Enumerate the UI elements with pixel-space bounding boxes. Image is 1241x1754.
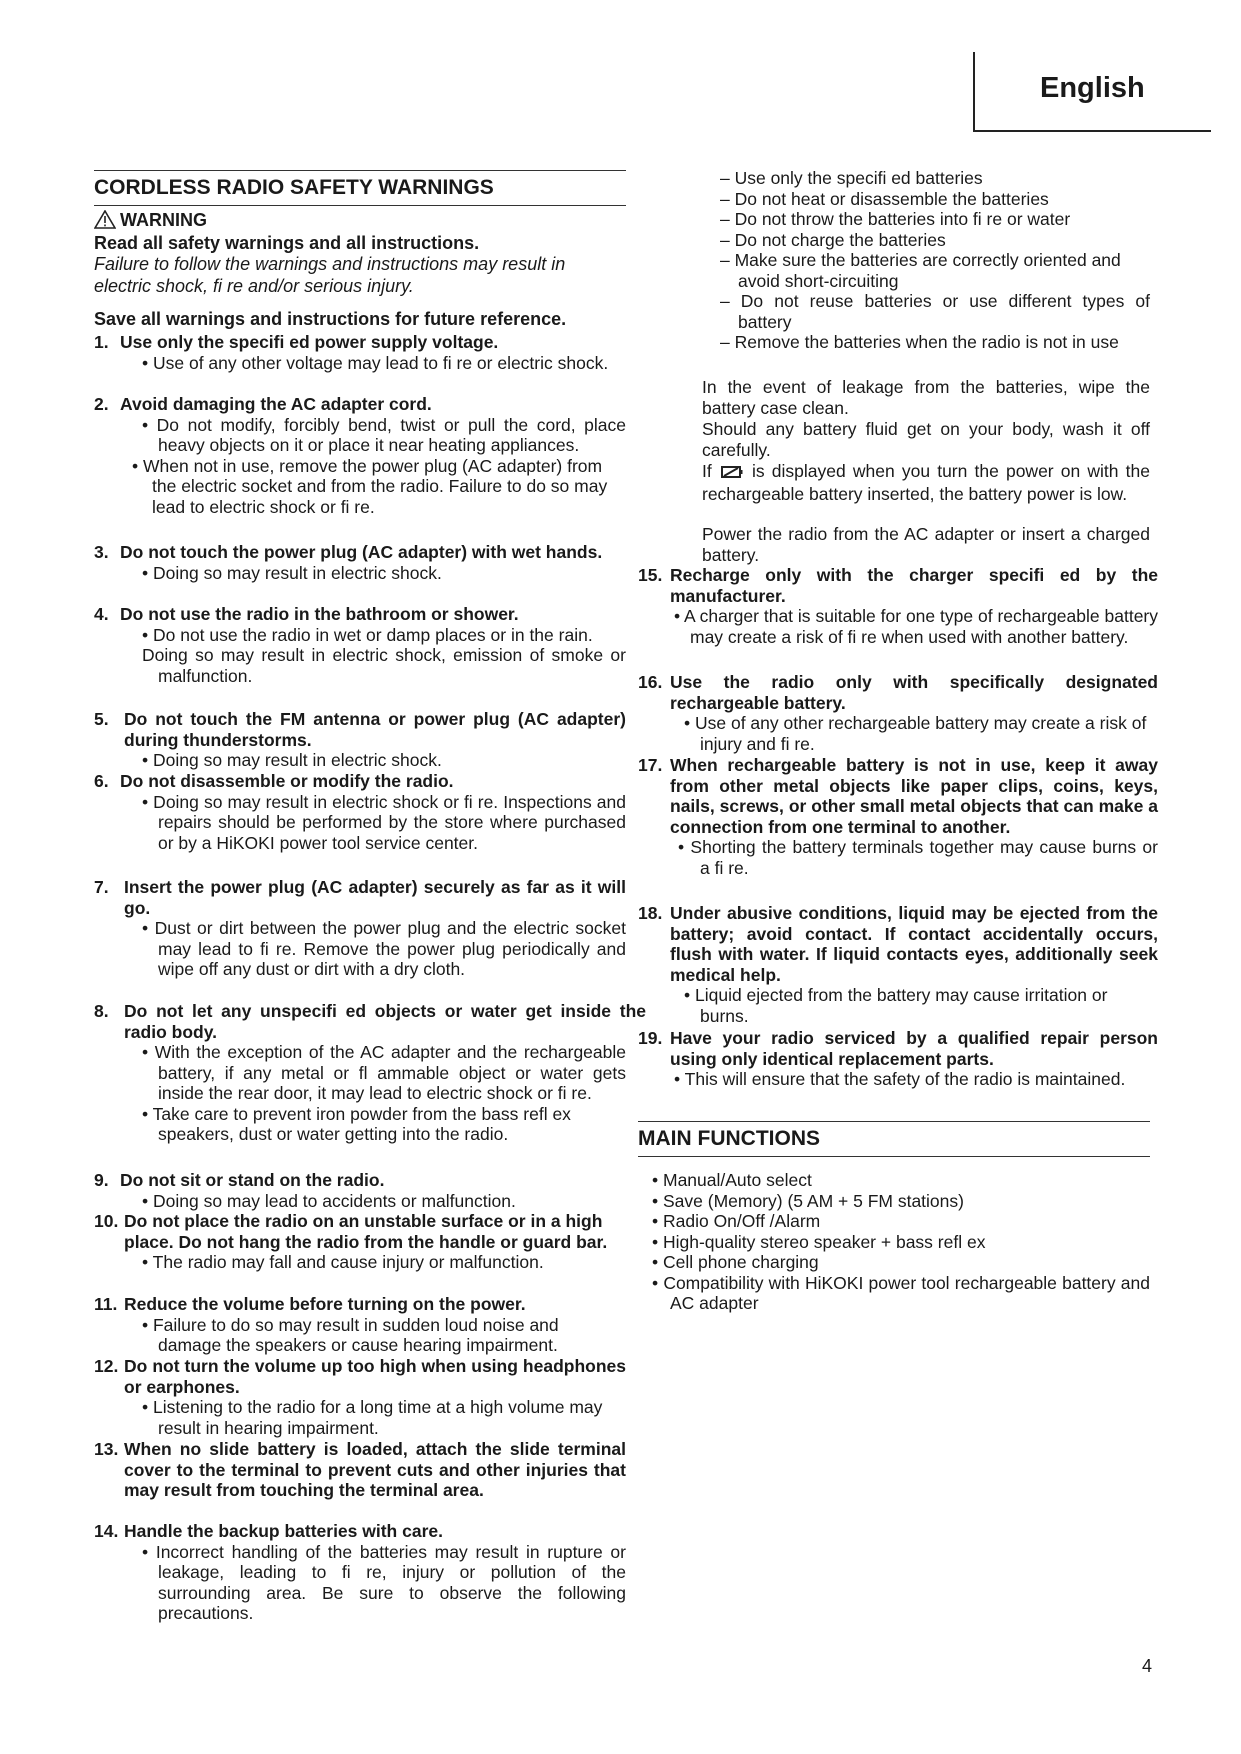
- item-19: [638, 1028, 1158, 1090]
- item-heading: Do not sit or stand on the radio.: [120, 1170, 385, 1190]
- item-bullet: • Take care to prevent iron powder from the bass refl ex speakers, dust or water getting into the radio.: [142, 1103, 571, 1144]
- item-heading: Do not touch the power plug (AC adapter) with wet hands.: [120, 542, 603, 562]
- item-bullet: • A charger that is suitable for one type of rechargeable battery may create a risk of fi re when used with another battery.: [674, 606, 1158, 647]
- item-number: 4.: [94, 604, 109, 624]
- item-bullet: • Failure to do so may result in sudden loud noise and damage the speakers or cause hearing impairment.: [142, 1314, 559, 1355]
- precaution-item: – Make sure the batteries are correctly oriented and avoid short-circuiting: [720, 250, 1121, 291]
- item-heading: Recharge only with the charger specifi ed by the manufacturer.: [670, 565, 1158, 606]
- low-battery-icon: [721, 463, 743, 484]
- low-battery-prefix: If: [702, 461, 712, 481]
- item-bullet: • Liquid ejected from the battery may cause irritation or burns.: [684, 985, 1108, 1026]
- item-14: [94, 1521, 626, 1624]
- item-heading: Do not disassemble or modify the radio.: [120, 771, 454, 791]
- item-bullet: • Doing so may result in electric shock.: [142, 750, 442, 770]
- item-bullet: • With the exception of the AC adapter and the rechargeable battery, if any metal or fl ammable object or water gets inside the rear door, it may lead to electric shock or fi re.: [142, 1042, 626, 1103]
- item-heading: Do not use the radio in the bathroom or shower.: [120, 604, 519, 624]
- precaution-item: – Do not reuse batteries or use different types of battery: [720, 291, 1150, 332]
- item-number: 6.: [94, 771, 109, 791]
- item-number: 19.: [638, 1028, 663, 1048]
- item-bullet: • Dust or dirt between the power plug and the electric socket may lead to fi re. Remove the power plug periodically and wipe off any dust or dirt with a dry cloth.: [142, 918, 626, 979]
- item-8: [94, 1001, 646, 1145]
- item-bullet: • Do not use the radio in wet or damp places or in the rain.: [142, 624, 593, 645]
- item-18: [638, 903, 1158, 1026]
- precaution-item: – Remove the batteries when the radio is not in use: [720, 332, 1119, 352]
- item-heading: Do not let any unspecifi ed objects or water get inside the radio body.: [124, 1001, 646, 1042]
- function-item: • Radio On/Off /Alarm: [652, 1211, 821, 1231]
- low-battery-paragraph: [702, 461, 1150, 504]
- item-bullet: • The radio may fall and cause injury or malfunction.: [142, 1252, 544, 1272]
- item-bullet: • When not in use, remove the power plug (AC adapter) from the electric socket and from the radio. Failure to do so may lead to electric shock or fi re.: [132, 455, 608, 517]
- item-heading: Do not touch the FM antenna or power plug (AC adapter) during thunderstorms.: [124, 709, 626, 750]
- item-7: [94, 877, 626, 980]
- item-5: [94, 709, 626, 771]
- item-bullet: • Listening to the radio for a long time at a high volume may result in hearing impairment.: [142, 1397, 603, 1438]
- function-item: • Manual/Auto select: [652, 1170, 812, 1190]
- item-heading: Under abusive conditions, liquid may be ejected from the battery; avoid contact. If contact accidentally occurs, flush with water. If liquid contacts eyes, additionally seek medical help.: [670, 903, 1158, 985]
- function-item: • Compatibility with HiKOKI power tool rechargeable battery and AC adapter: [652, 1272, 1150, 1313]
- item-3: [94, 542, 626, 583]
- fluid-paragraph: Should any battery fluid get on your body, wash it off carefully.: [702, 419, 1150, 460]
- page-number: 4: [1142, 1656, 1153, 1676]
- item-heading: Do not place the radio on an unstable surface or in a high place. Do not hang the radio from the handle or guard bar.: [124, 1211, 608, 1252]
- item-bullet: • Use of any other voltage may lead to fi re or electric shock.: [142, 352, 609, 373]
- item-1: [94, 332, 626, 373]
- item-number: 15.: [638, 565, 663, 585]
- warning-heading: [94, 210, 626, 234]
- item-heading: When rechargeable battery is not in use, keep it away from other metal objects like paper clips, coins, keys, nails, screws, or other small metal objects that can make a connection from one terminal to another.: [670, 755, 1158, 837]
- precaution-item: – Do not throw the batteries into fi re or water: [720, 209, 1071, 229]
- item-heading: Handle the backup batteries with care.: [124, 1521, 443, 1541]
- item-number: 8.: [94, 1001, 109, 1021]
- item-6: [94, 771, 626, 853]
- language-label: English: [1040, 72, 1145, 104]
- item-bullet: • Use of any other rechargeable battery may create a risk of injury and fi re.: [684, 713, 1147, 754]
- item-heading: Use only the specifi ed power supply voltage.: [120, 332, 499, 352]
- item-number: 12.: [94, 1356, 119, 1376]
- item-10: [94, 1211, 626, 1273]
- item-bullet: • This will ensure that the safety of the radio is maintained.: [674, 1069, 1126, 1089]
- item-17: [638, 755, 1158, 878]
- item-9: [94, 1170, 626, 1211]
- item-bullet: • Doing so may result in electric shock or fi re. Inspections and repairs should be performed by the store where purchased or by a HiKOKI power tool service center.: [142, 791, 626, 853]
- item-number: 3.: [94, 542, 109, 562]
- item-heading: Avoid damaging the AC adapter cord.: [120, 394, 432, 414]
- function-item: • Save (Memory) (5 AM + 5 FM stations): [652, 1190, 964, 1211]
- item-number: 7.: [94, 877, 109, 897]
- item-paragraph: Doing so may result in electric shock, emission of smoke or malfunction.: [142, 645, 626, 686]
- item-heading: When no slide battery is loaded, attach the slide terminal cover to the terminal to prevent cuts and other injuries that may result from touching the terminal area.: [124, 1439, 626, 1500]
- precaution-item: – Use only the specifi ed batteries: [720, 168, 983, 188]
- failure-notice: Failure to follow the warnings and instructions may result in electric shock, fi re and/or serious injury.: [94, 254, 566, 296]
- item-number: 5.: [94, 709, 109, 729]
- main-functions-title: MAIN FUNCTIONS: [638, 1121, 1150, 1157]
- item-number: 17.: [638, 755, 663, 775]
- item-heading: Reduce the volume before turning on the power.: [124, 1294, 526, 1314]
- item-16: [638, 672, 1158, 754]
- precaution-item: – Do not heat or disassemble the batteries: [720, 188, 1049, 209]
- precautions-list: [700, 168, 1150, 353]
- warning-label: WARNING: [120, 210, 207, 230]
- save-all-line: Save all warnings and instructions for future reference.: [94, 309, 567, 329]
- item-11: [94, 1294, 626, 1356]
- item-number: 9.: [94, 1170, 109, 1190]
- safety-warnings-title: CORDLESS RADIO SAFETY WARNINGS: [94, 170, 626, 206]
- item-heading: Do not turn the volume up too high when using headphones or earphones.: [124, 1356, 626, 1397]
- item-number: 1.: [94, 332, 109, 352]
- item-heading: Insert the power plug (AC adapter) securely as far as it will go.: [124, 877, 626, 918]
- item-heading: Have your radio serviced by a qualified repair person using only identical replacement parts.: [670, 1028, 1158, 1069]
- warning-triangle-icon: [94, 210, 116, 234]
- item-number: 13.: [94, 1439, 119, 1459]
- precaution-item: – Do not charge the batteries: [720, 229, 946, 250]
- item-bullet: • Do not modify, forcibly bend, twist or pull the cord, place heavy objects on it or place it near heating appliances.: [142, 414, 626, 455]
- function-item: • High-quality stereo speaker + bass refl ex: [652, 1231, 986, 1252]
- item-number: 11.: [94, 1294, 118, 1314]
- functions-list: [638, 1170, 1150, 1314]
- item-15: [638, 565, 1158, 647]
- read-all-line: Read all safety warnings and all instructions.: [94, 233, 480, 253]
- function-item: • Cell phone charging: [652, 1252, 819, 1272]
- item-number: 14.: [94, 1521, 119, 1541]
- item-12: [94, 1356, 626, 1438]
- item-bullet: • Shorting the battery terminals together may cause burns or a fi re.: [678, 837, 1158, 878]
- power-paragraph: Power the radio from the AC adapter or insert a charged battery.: [702, 524, 1150, 565]
- low-battery-text: is displayed when you turn the power on with the rechargeable battery inserted, the battery power is low.: [702, 461, 1150, 504]
- item-number: 2.: [94, 394, 109, 414]
- item-13: [94, 1439, 626, 1501]
- item-number: 18.: [638, 903, 663, 923]
- item-heading: Use the radio only with specifically designated rechargeable battery.: [670, 672, 1158, 713]
- item-bullet: • Incorrect handling of the batteries may result in rupture or leakage, leading to fi re, injury or pollution of the surrounding area. Be sure to observe the following precautions.: [142, 1541, 626, 1623]
- item-2: [94, 394, 626, 517]
- item-4: [94, 604, 626, 686]
- item-number: 16.: [638, 672, 663, 692]
- item-bullet: • Doing so may result in electric shock.: [142, 562, 442, 583]
- item-bullet: • Doing so may lead to accidents or malfunction.: [142, 1190, 516, 1211]
- item-number: 10.: [94, 1211, 119, 1231]
- leakage-paragraph: In the event of leakage from the batteries, wipe the battery case clean.: [702, 377, 1150, 418]
